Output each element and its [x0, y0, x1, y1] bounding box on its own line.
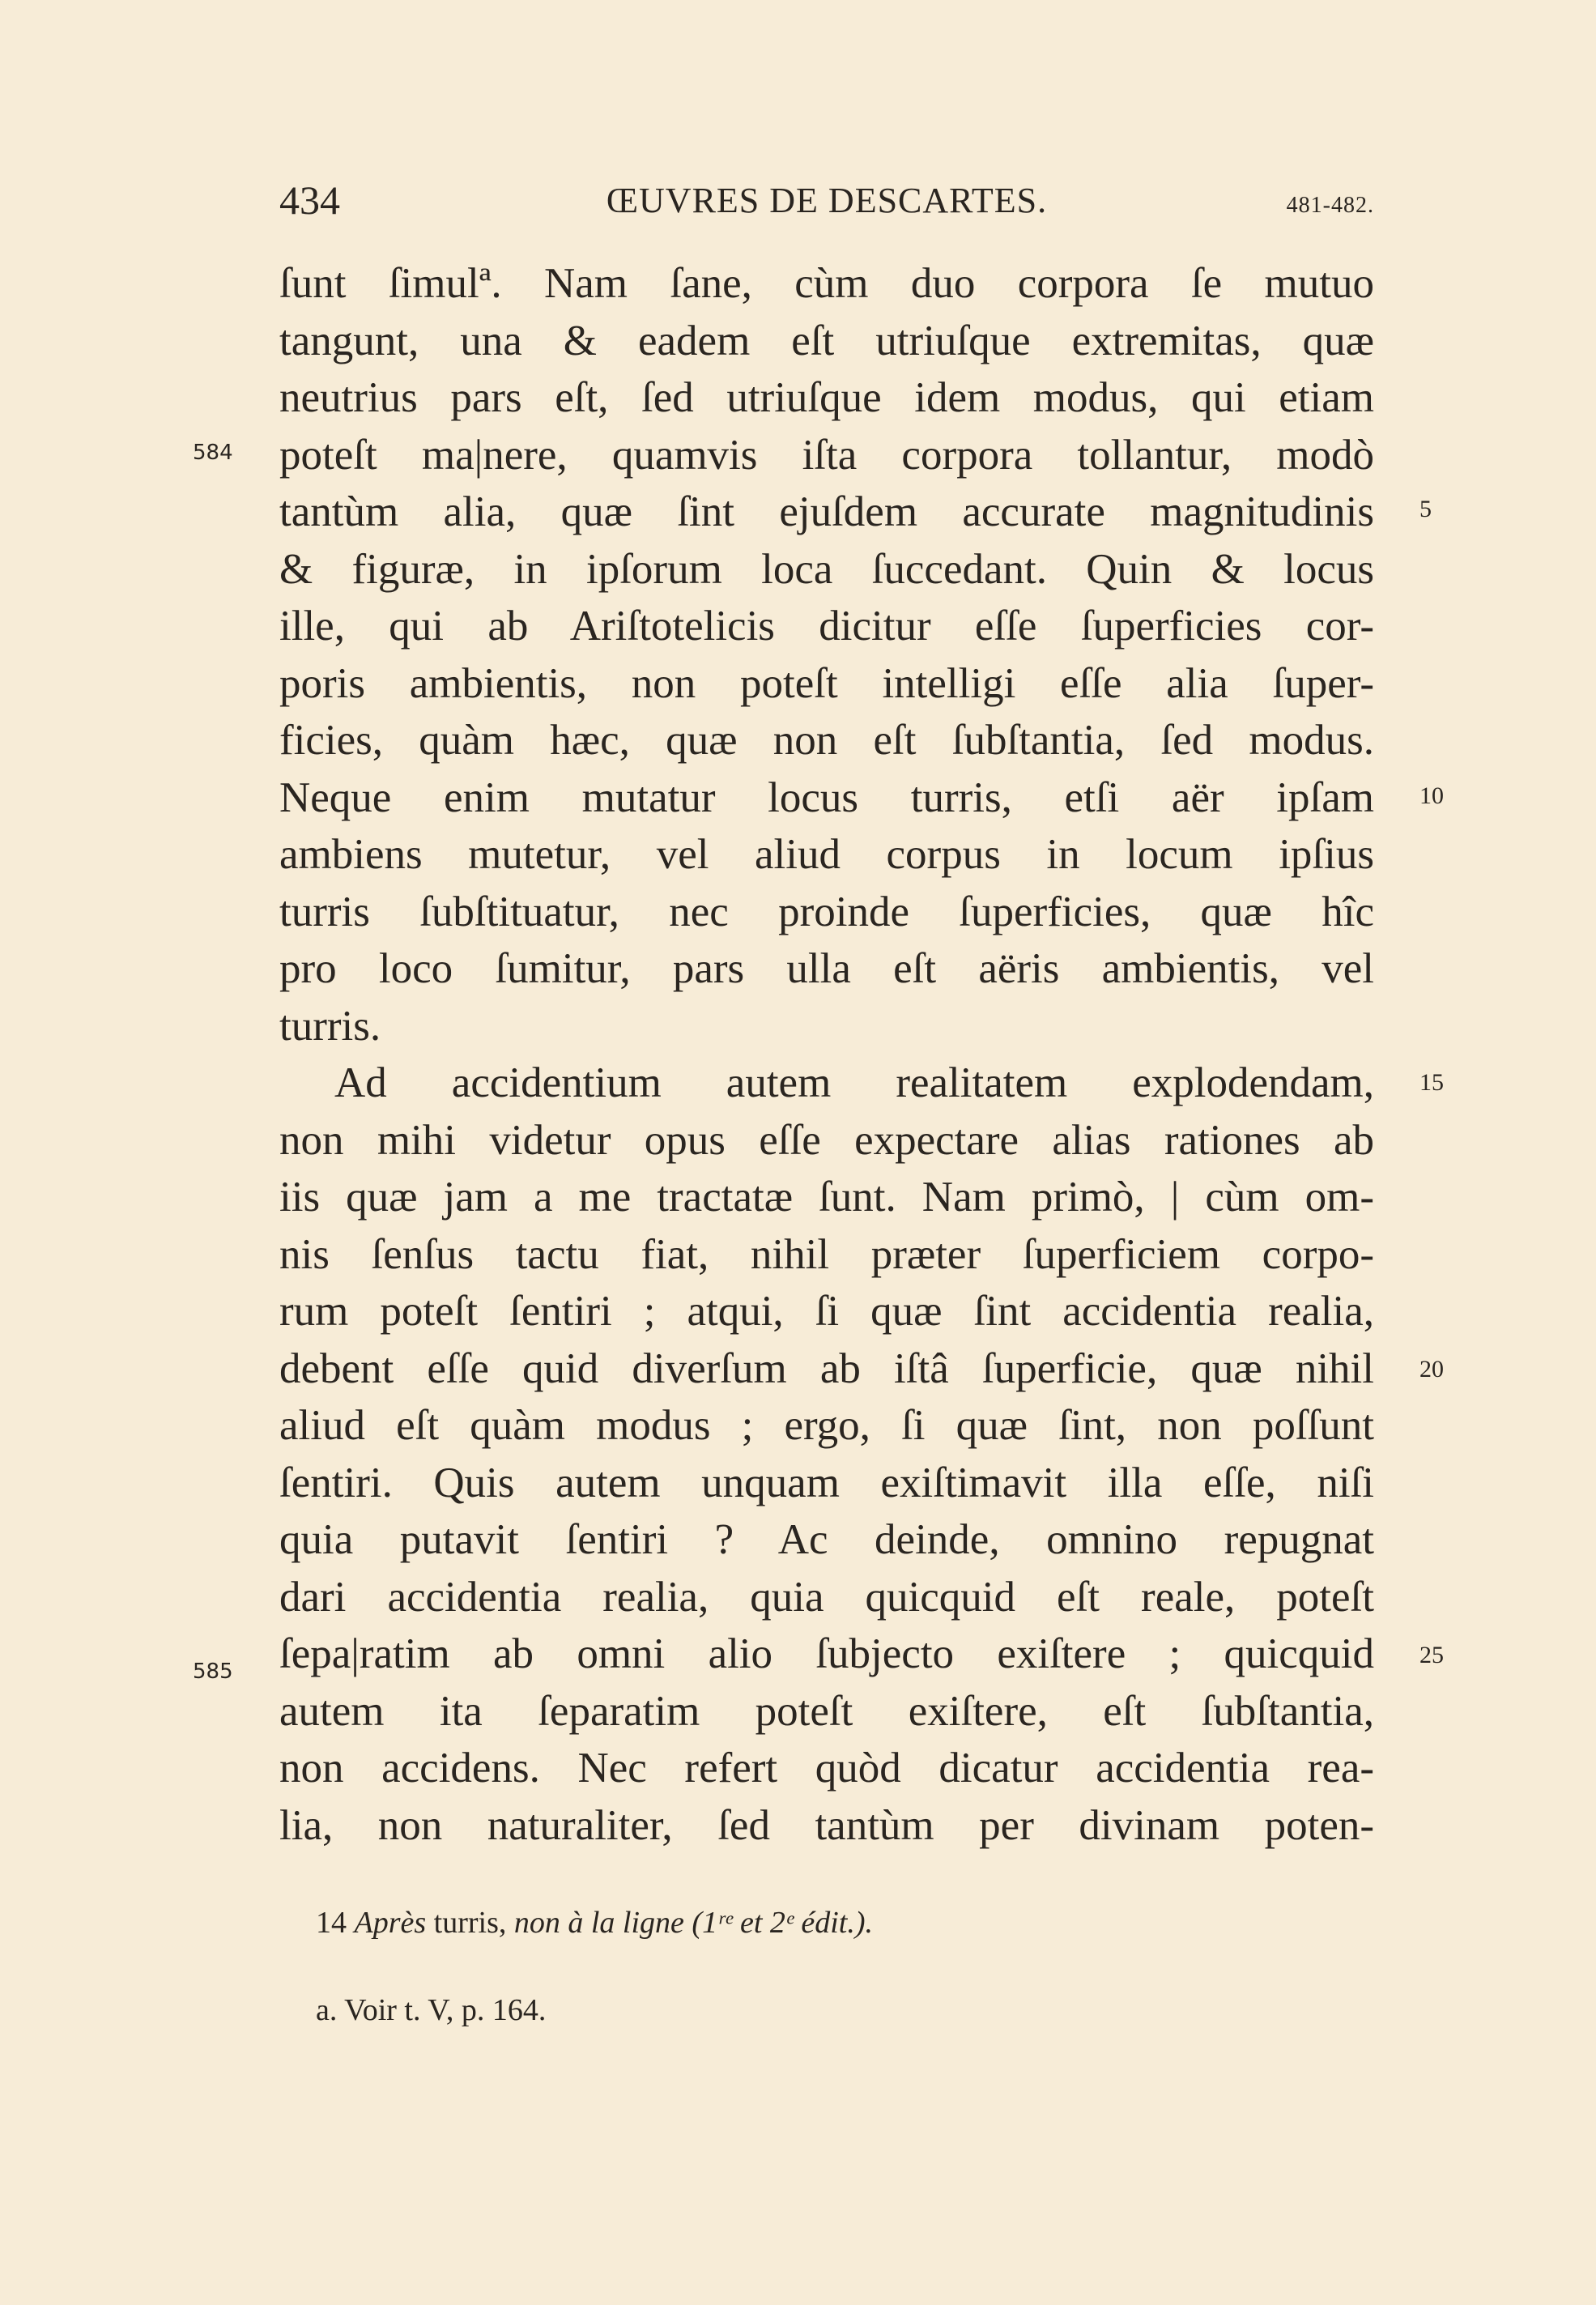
footnote-a: a. Voir t. V, p. 164.: [316, 1993, 547, 2027]
text-line: rum poteſt ſentiri ; atqui, ſi quæ ſint accidentia realia,: [279, 1288, 1374, 1335]
text-line: turris ſubſtituatur, nec proinde ſuperficies, quæ hîc: [279, 888, 1374, 935]
text-line: ficies, quàm hæc, quæ non eſt ſubſtantia, ſed modus.: [279, 717, 1374, 764]
variant-label-italic: Après: [354, 1906, 427, 1940]
text-line: ſunt ſimulª. Nam ſane, cùm duo corpora ſe mutuo: [279, 260, 1374, 307]
text-line: ſentiri. Quis autem unquam exiſtimavit illa eſſe, niſi: [279, 1459, 1374, 1506]
text-line: pro loco ſumitur, pars ulla eſt aëris ambientis, vel: [279, 945, 1374, 992]
text-line: aliud eſt quàm modus ; ergo, ſi quæ ſint, non poſſunt: [279, 1402, 1374, 1449]
text-line: Ad accidentium autem realitatem explodendam,: [334, 1059, 1374, 1106]
text-line: iis quæ jam a me tractatæ ſunt. Nam primò, | cùm om-: [279, 1174, 1374, 1221]
text-line: neutrius pars eſt, ſed utriuſque idem modus, qui etiam: [279, 374, 1374, 421]
variant-word: turris,: [433, 1906, 507, 1940]
text-line: tangunt, una & eadem eſt utriuſque extremitas, quæ: [279, 317, 1374, 364]
text-line: dari accidentia realia, quia quicquid eſt reale, poteſt: [279, 1573, 1374, 1621]
text-line: autem ita ſeparatim poteſt exiſtere, eſt ſubſtantia,: [279, 1687, 1374, 1735]
text-line: quia putavit ſentiri ? Ac deinde, omnino repugnat: [279, 1516, 1374, 1563]
text-line: Neque enim mutatur locus turris, etſi aër ipſam: [279, 773, 1374, 821]
text-line: non mihi videtur opus eſſe expectare alias rationes ab: [279, 1116, 1374, 1164]
text-line: debent eſſe quid diverſum ab iſtâ ſuperficie, quæ nihil: [279, 1344, 1374, 1392]
variant-editions: (1ʳᵉ et 2ᵉ édit.).: [692, 1906, 874, 1940]
text-line: lia, non naturaliter, ſed tantùm per divinam poten-: [279, 1801, 1374, 1849]
margin-page-ref: 585: [193, 1660, 233, 1684]
text-line: ille, qui ab Ariſtotelicis dicitur eſſe ſuperficies cor-: [279, 603, 1374, 650]
text-line: poteſt ma|nere, quamvis iſta corpora tollantur, modò: [279, 431, 1374, 479]
text-line: ſepa|ratim ab omni alio ſubjecto exiſtere ; quicquid: [279, 1630, 1374, 1677]
line-number: 5: [1419, 496, 1432, 522]
text-line: poris ambientis, non poteſt intelligi eſſe alia ſuper-: [279, 659, 1374, 707]
line-number: 20: [1419, 1356, 1444, 1383]
page-header: [279, 177, 1374, 233]
variant-note: [316, 1905, 873, 1941]
variant-line-number: 14: [316, 1906, 347, 1940]
variant-comment-italic: non à la ligne: [513, 1906, 684, 1940]
line-number: 15: [1419, 1069, 1444, 1096]
line-number: 10: [1419, 782, 1444, 809]
text-line: nis ſenſus tactu fiat, nihil præter ſuperficiem corpo-: [279, 1230, 1374, 1278]
text-line: ambiens mutetur, vel aliud corpus in locum ipſius: [279, 831, 1374, 878]
text-line: & figuræ, in ipſorum loca ſuccedant. Quin & locus: [279, 545, 1374, 593]
margin-page-ref: 584: [193, 441, 233, 465]
text-line: turris.: [279, 1002, 381, 1050]
page-range: 481-482.: [1286, 193, 1374, 218]
text-line: tantùm alia, quæ ſint ejuſdem accurate magnitudinis: [279, 488, 1374, 535]
text-line: non accidens. Nec refert quòd dicatur accidentia rea-: [279, 1745, 1374, 1792]
page-number: 434: [279, 177, 340, 223]
line-number: 25: [1419, 1642, 1444, 1668]
running-title: ŒUVRES DE DESCARTES.: [606, 181, 1048, 220]
